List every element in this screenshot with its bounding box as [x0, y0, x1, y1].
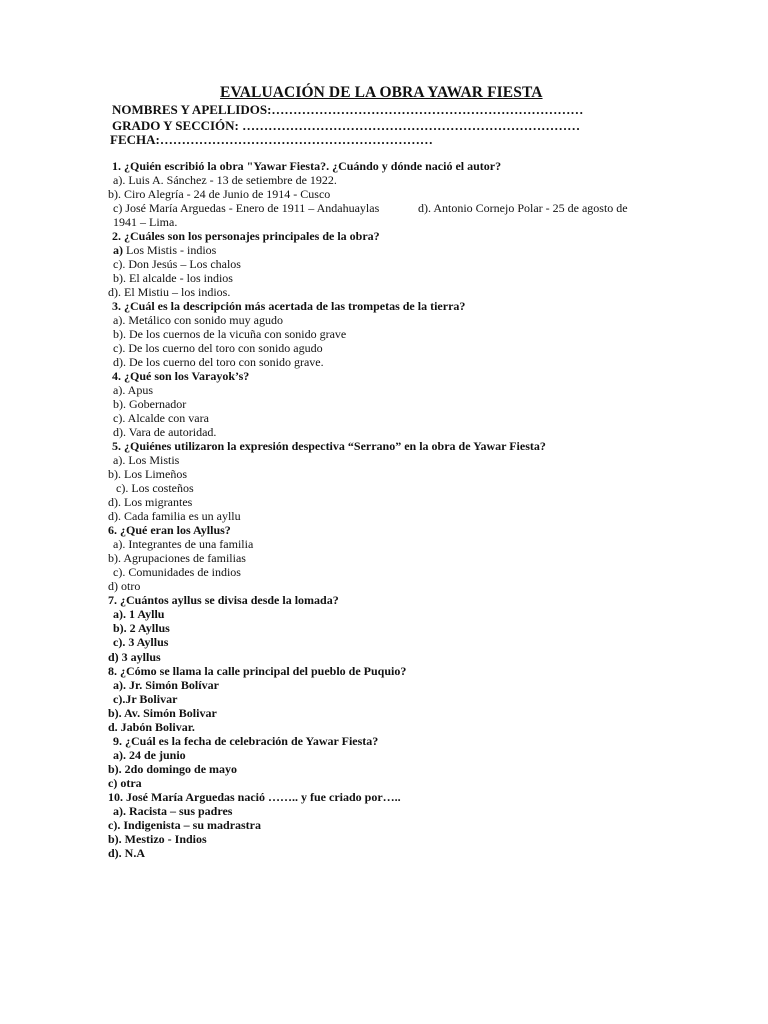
q1-option-c: c) José María Arguedas - Enero de 1911 – Andahuaylas — [113, 201, 380, 215]
q7-option-c: c). 3 Ayllus — [113, 635, 169, 649]
q4-option-b: b). Gobernador — [113, 397, 187, 411]
q2-option-a-letter: a) — [113, 243, 123, 257]
q8-option-a: a). Jr. Simón Bolívar — [113, 678, 219, 692]
q6-option-d: d) otro — [108, 579, 141, 593]
q4-option-d: d). Vara de autoridad. — [113, 425, 217, 439]
date-field: FECHA:……………………………………………………… — [110, 132, 433, 147]
q9-option-b: b). 2do domingo de mayo — [108, 762, 238, 776]
q1-option-d-continued: 1941 – Lima. — [113, 215, 178, 229]
question-9: 9. ¿Cuál es la fecha de celebración de Yawar Fiesta? — [113, 734, 379, 748]
q6-option-b: b). Agrupaciones de familias — [108, 551, 246, 565]
q9-option-a: a). 24 de junio — [113, 748, 186, 762]
q6-option-a: a). Integrantes de una familia — [113, 537, 254, 551]
q2-option-b: b). El alcalde - los indios — [113, 271, 233, 285]
question-1: 1. ¿Quién escribió la obra "Yawar Fiesta?. ¿Cuándo y dónde nació el autor? — [112, 159, 502, 173]
q5-option-a: a). Los Mistis — [113, 453, 180, 467]
q7-option-b: b). 2 Ayllus — [113, 621, 170, 635]
question-5: 5. ¿Quiénes utilizaron la expresión despectiva “Serrano” en la obra de Yawar Fiesta? — [112, 439, 546, 453]
question-10: 10. José María Arguedas nació …….. y fue criado por….. — [108, 790, 401, 804]
q6-option-c: c). Comunidades de indios — [113, 565, 241, 579]
q1-option-b: b). Ciro Alegría - 24 de Junio de 1914 - Cusco — [108, 187, 331, 201]
q9-option-c: c) otra — [108, 776, 142, 790]
names-field: NOMBRES Y APELLIDOS:……………………………………………………………… — [112, 102, 584, 117]
q5-option-e: d). Cada familia es un ayllu — [108, 509, 241, 523]
question-8: 8. ¿Cómo se llama la calle principal del pueblo de Puquio? — [108, 664, 407, 678]
question-4: 4. ¿Qué son los Varayok’s? — [112, 369, 250, 383]
q10-option-b: b). Mestizo - Indios — [108, 832, 207, 846]
q4-option-c: c). Alcalde con vara — [113, 411, 209, 425]
question-3: 3. ¿Cuál es la descripción más acertada de las trompetas de la tierra? — [112, 299, 466, 313]
q5-option-d: d). Los migrantes — [108, 495, 193, 509]
q1-option-d: d). Antonio Cornejo Polar - 25 de agosto de — [418, 201, 628, 215]
q1-option-a: a). Luis A. Sánchez - 13 de setiembre de 1922. — [113, 173, 337, 187]
question-2: 2. ¿Cuáles son los personajes principales de la obra? — [112, 229, 380, 243]
q2-option-d: d). El Mistiu – los indios. — [108, 285, 231, 299]
grade-field: GRADO Y SECCIÓN: …………………………………………………………………… — [112, 118, 581, 133]
question-6: 6. ¿Qué eran los Ayllus? — [108, 523, 231, 537]
q3-option-b: b). De los cuernos de la vicuña con sonido grave — [113, 327, 347, 341]
q8-option-d: d. Jabón Bolivar. — [108, 720, 195, 734]
q4-option-a: a). Apus — [113, 383, 153, 397]
q7-option-d: d) 3 ayllus — [108, 650, 161, 664]
q3-option-c: c). De los cuerno del toro con sonido agudo — [113, 341, 323, 355]
q5-option-b: b). Los Limeños — [108, 467, 187, 481]
q8-option-b: b). Av. Simón Bolivar — [108, 706, 217, 720]
document-title: EVALUACIÓN DE LA OBRA YAWAR FIESTA — [220, 84, 543, 101]
q2-option-c: c). Don Jesús – Los chalos — [113, 257, 241, 271]
question-7: 7. ¿Cuántos ayllus se divisa desde la lomada? — [108, 593, 339, 607]
q10-option-c: c). Indigenista – su madrastra — [108, 818, 262, 832]
q2-option-a — [113, 243, 216, 257]
q5-option-c: c). Los costeños — [116, 481, 194, 495]
q8-option-c: c).Jr Bolivar — [113, 692, 178, 706]
q10-option-d: d). N.A — [108, 846, 146, 860]
q2-option-a-text: Los Mistis - indios — [123, 243, 217, 257]
q3-option-d: d). De los cuerno del toro con sonido grave. — [113, 355, 324, 369]
q3-option-a: a). Metálico con sonido muy agudo — [113, 313, 283, 327]
q10-option-a: a). Racista – sus padres — [113, 804, 233, 818]
q7-option-a: a). 1 Ayllu — [113, 607, 165, 621]
